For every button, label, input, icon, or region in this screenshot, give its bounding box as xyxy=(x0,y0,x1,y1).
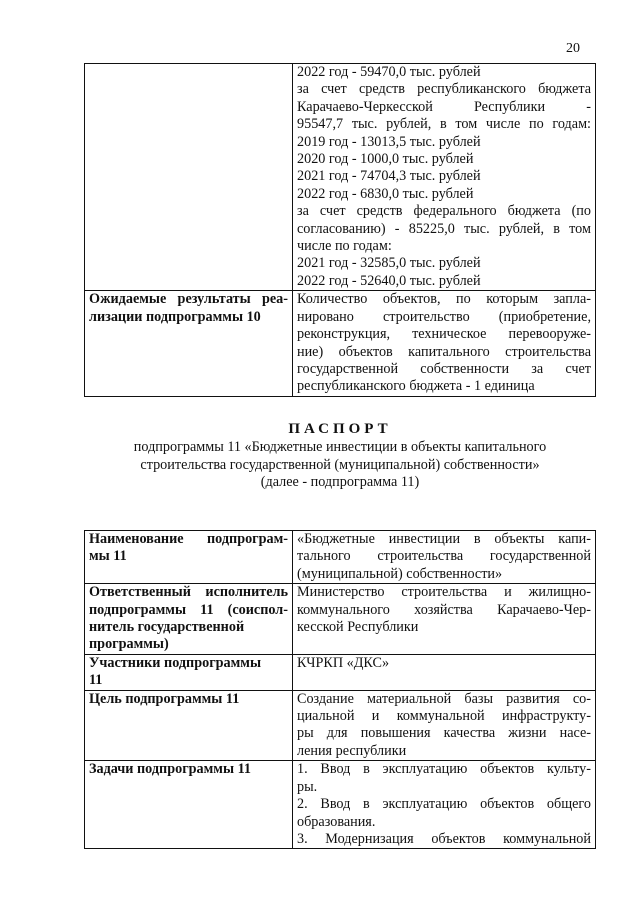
value-line: ления республики xyxy=(297,742,407,759)
tasks-cell xyxy=(293,761,596,849)
row-label-responsible-executor xyxy=(85,584,293,655)
value-line: ры. xyxy=(297,778,318,795)
expected-results-cell xyxy=(293,291,596,396)
funding-line: Карачаево-Черкесской Республики - xyxy=(297,98,591,115)
passport-table-continued xyxy=(84,63,596,397)
funding-line: 2019 год - 13013,5 тыс. рублей xyxy=(297,133,481,150)
table-row xyxy=(85,761,596,849)
value-line: нировано строительство (приобретение, xyxy=(297,308,591,325)
label-line: 11 xyxy=(89,672,103,689)
row-label-empty xyxy=(85,64,293,291)
table-row xyxy=(85,654,596,690)
label-line: Ответственный исполнитель xyxy=(89,584,288,601)
funding-line: 2022 год - 59470,0 тыс. рублей xyxy=(297,64,481,80)
heading-line: подпрограммы 11 «Бюджетные инвестиции в объекты капитального xyxy=(133,439,547,456)
value-line: ние) объектов капитального строительства xyxy=(297,343,591,360)
value-line: «Бюджетные инвестиции в объекты капи- xyxy=(297,531,591,547)
funding-line: 95547,7 тыс. рублей, в том числе по годам: xyxy=(297,116,591,133)
row-label-tasks xyxy=(85,761,293,849)
row-label-name xyxy=(85,531,293,584)
funding-line: 2022 год - 52640,0 тыс. рублей xyxy=(297,272,481,289)
funding-line: 2022 год - 6830,0 тыс. рублей xyxy=(297,185,474,202)
label-line: Ожидаемые результаты реа- xyxy=(89,291,288,308)
row-label-participants xyxy=(85,654,293,690)
value-line: государственной собственности за счет xyxy=(297,360,591,377)
label-line: лизации подпрограммы 10 xyxy=(89,308,261,325)
value-line: образования. xyxy=(297,813,376,830)
funding-line: 2021 год - 74704,3 тыс. рублей xyxy=(297,168,481,185)
value-line: (муниципальной) собственности» xyxy=(297,565,503,582)
label-line: мы 11 xyxy=(89,548,127,565)
funding-line: числе по годам: xyxy=(297,238,392,255)
table-row xyxy=(85,531,596,584)
table-row xyxy=(85,690,596,761)
label-line: Участники подпрограммы xyxy=(89,654,262,671)
table-row xyxy=(85,291,596,396)
participants-cell xyxy=(293,654,596,690)
label-line: Наименование подпрограм- xyxy=(89,531,288,547)
table-row xyxy=(85,64,596,291)
passport-heading xyxy=(84,421,596,492)
value-line: коммунального хозяйства Карачаево-Чер- xyxy=(297,601,591,618)
page-number: 20 xyxy=(566,41,580,56)
value-line: 1. Ввод в эксплуатацию объектов культу- xyxy=(297,761,591,778)
value-line: тального строительства государственной xyxy=(297,548,591,565)
value-line: КЧРКП «ДКС» xyxy=(297,654,390,671)
label-line: Цель подпрограммы 11 xyxy=(89,690,240,707)
passport-title: ПАСПОРТ xyxy=(288,421,392,437)
table-row xyxy=(85,584,596,655)
label-line: нитель государственной xyxy=(89,619,245,636)
value-line: реконструкция, техническое перевооруже- xyxy=(297,326,591,343)
funding-line: за счет средств республиканского бюджета xyxy=(297,81,591,98)
name-cell xyxy=(293,531,596,584)
goal-cell xyxy=(293,690,596,761)
funding-line: согласованию) - 85225,0 тыс. рублей, в том xyxy=(297,220,591,237)
funding-cell xyxy=(293,64,596,291)
value-line: циальной и коммунальной инфраструкту- xyxy=(297,708,591,725)
value-line: Министерство строительства и жилищно- xyxy=(297,584,591,601)
value-line: кесской Республики xyxy=(297,619,419,636)
value-line: республиканского бюджета - 1 единица xyxy=(297,378,535,395)
passport-table-subprogram-11 xyxy=(84,530,596,849)
value-line: 2. Ввод в эксплуатацию объектов общего xyxy=(297,796,591,813)
heading-line: строительства государственной (муниципальной) собственности» xyxy=(140,456,540,473)
heading-line: (далее - подпрограмма 11) xyxy=(260,474,420,491)
label-line: подпрограммы 11 (соиспол- xyxy=(89,601,288,618)
row-label-goal xyxy=(85,690,293,761)
value-line: Количество объектов, по которым запла- xyxy=(297,291,591,308)
funding-line: 2020 год - 1000,0 тыс. рублей xyxy=(297,151,474,168)
value-line: 3. Модернизация объектов коммунальной xyxy=(297,830,591,847)
label-line: Задачи подпрограммы 11 xyxy=(89,761,251,778)
value-line: Создание материальной базы развития со- xyxy=(297,690,591,707)
value-line: ры для повышения качества жизни насе- xyxy=(297,725,591,742)
responsible-executor-cell xyxy=(293,584,596,655)
funding-line: за счет средств федерального бюджета (по xyxy=(297,203,591,220)
label-line: программы) xyxy=(89,636,169,653)
row-label-expected-results xyxy=(85,291,293,396)
funding-line: 2021 год - 32585,0 тыс. рублей xyxy=(297,255,481,272)
